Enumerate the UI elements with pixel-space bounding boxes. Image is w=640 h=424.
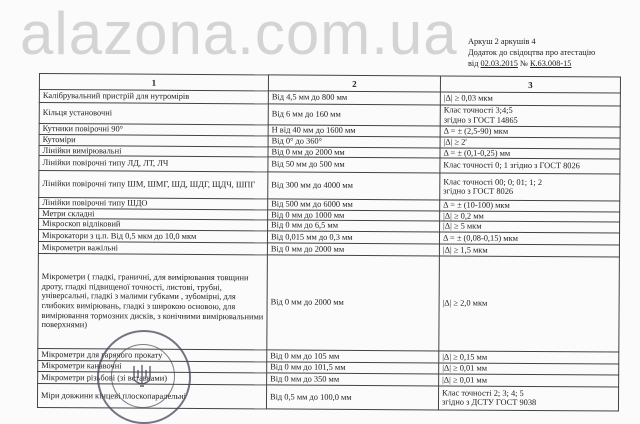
measurement-range: Від 4,5 мм до 800 мм: [268, 91, 440, 105]
instrument-name: Мікрометри ( гладкі, граничні, для вимірювання товщини дроту, гладкі підвищеної точності, листові, трубні, універсальні, гладкі з малими губками , зубомірні, для глибоких вимірювань, гладкі з широкою основою, для вимірювання тормозних дисків, з конічними вимірювальними поверхнями): [38, 253, 268, 349]
accuracy: |Δ| ≥ 2,0 мкм: [439, 256, 620, 352]
instrument-name: Лінійки вимірювальні: [39, 145, 268, 157]
accuracy: Клас точності 2; 3; 4; 5 згідно з ДСТУ ГОСТ 9038: [438, 386, 618, 411]
column-header: 2: [268, 75, 440, 92]
column-header: 1: [39, 74, 268, 91]
measurement-range: Від 0,5 мм до 100,0 мм: [266, 385, 438, 410]
measurement-range: Від 0 мм до 1000 мм: [268, 210, 440, 222]
table-row: [39, 171, 620, 202]
accuracy: Клас точності 0; 1 згідно з ГОСТ 8026: [440, 158, 620, 174]
measurement-range: Н від 40 мм до 1600 мм: [268, 125, 440, 137]
instrument-name: Кутники повірочні 90°: [39, 124, 268, 136]
measurement-range: Від 0 мм до 105 мм: [267, 350, 439, 363]
measurement-range: Від 300 мм до 4000 мм: [268, 172, 440, 200]
number-prefix: №: [517, 59, 530, 68]
instrument-name: Мікрометри канавочні: [38, 360, 267, 372]
accuracy: |Δ| ≥ 1,5 мкм: [439, 244, 619, 257]
appendix-title: Додаток до свідоцтва про атестацію: [468, 48, 596, 57]
certificate-date: 02.03.2015: [480, 59, 518, 68]
column-header: 3: [440, 76, 620, 93]
measurement-range: Від 50 мм до 500 мм: [268, 157, 440, 173]
instrument-name: Лінійки повірочні типу ЛД, ЛТ, ЛЧ: [39, 156, 268, 172]
instrument-name: Міри довжини кінцеві плоскопаралельні: [37, 383, 266, 408]
measurement-range: Від 0 мм до 2000 мм: [267, 255, 440, 351]
measurement-range: Від 6 мм до 160 мм: [268, 104, 440, 126]
accuracy: |Δ| ≥ 0,2 мм: [440, 211, 620, 223]
accuracy: |Δ| ≥ 0,01 мм: [439, 363, 619, 375]
measurement-range: Від 500 мм до 6000 мм: [268, 199, 440, 211]
measurement-range: Від 0 мм до 350 мм: [267, 373, 439, 386]
instrument-name: Метри складні: [39, 208, 268, 220]
accuracy: |Δ| ≥ 0,03 мкм: [440, 92, 620, 106]
sheet-number: Аркуш 2 аркушів 4: [468, 37, 536, 46]
instrument-name: Мікрометри важільні: [38, 241, 267, 254]
accuracy: Клас точності 00; 0; 01; 1; 2 згідно з ГОСТ 8026: [440, 173, 620, 201]
date-prefix: від: [468, 59, 481, 68]
accuracy: |Δ| ≥ 0,01 мм: [439, 374, 619, 387]
instrument-name: Лінійки повірочні типу ШМ, ШМГ, ШД, ШДГ, ЩДЧ, ШПГ: [39, 171, 268, 199]
instrument-name: Калібрувальний пристрій для нутромірів: [39, 90, 268, 104]
instrument-name: Мікроскоп відліковий: [39, 219, 268, 231]
accuracy: Δ = ± (10-100) мкм: [440, 200, 620, 212]
instrument-name: Кутоміри: [39, 135, 268, 147]
certificate-ref: [468, 58, 595, 69]
certificate-number: К.63.008-15: [529, 59, 572, 68]
instrument-name: Мікрометри для гарячого прокату: [38, 348, 267, 361]
accuracy: Клас точності 3;4;5 згідно з ГОСТ 14865: [440, 105, 620, 127]
measurement-range: Від 0 мм до 6,5 мм: [268, 220, 440, 232]
accuracy: |Δ| ≥ 5 мкм: [440, 221, 620, 233]
instrument-name: Мікрометри різьбові (зі вставками): [38, 371, 267, 384]
instrument-name: Лінійки повірочні типу ШДО: [39, 198, 268, 210]
accuracy: Δ = ± (0,08-0,15) мкм: [439, 232, 619, 245]
accuracy: |Δ| ≥ 0,15 мм: [439, 351, 619, 364]
accuracy: Δ = ± (0,1-0,25) мм: [440, 148, 620, 160]
measurement-range: Від 0,015 мм до 0,3 мм: [267, 231, 439, 244]
measurement-range: Від 0 мм до 2000 мм: [268, 146, 440, 158]
instrument-name: Мікрокатори з ц.п. Від 0,5 мкм до 10,0 мкм: [38, 229, 267, 242]
accuracy: Δ = ± (2,5-90) мкм: [440, 126, 620, 138]
accuracy: |Δ| ≥ 2': [440, 137, 620, 149]
instrument-name: Кільця установочні: [39, 103, 268, 125]
watermark: alazona.com.ua: [20, 0, 458, 67]
measurement-range: Від 0° до 360°: [268, 136, 440, 148]
document-header: [468, 36, 595, 69]
measurement-range: Від 0 мм до 101,5 мм: [267, 362, 439, 374]
trident-emblem-icon: [132, 364, 152, 388]
measurement-range: Від 0 мм до 2000 мм: [267, 243, 439, 256]
